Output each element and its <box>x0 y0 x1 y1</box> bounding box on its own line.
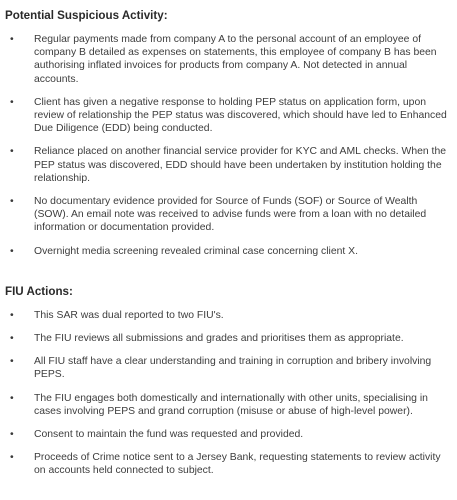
bullet-icon: • <box>10 245 14 257</box>
fiu-actions-heading: FIU Actions: <box>5 284 73 298</box>
bullet-icon: • <box>10 309 14 321</box>
bullet-icon: • <box>10 146 14 158</box>
list-item-text: All FIU staff have a clear understanding and training in corruption and bribery involving PEPS. <box>34 356 432 381</box>
bullet-icon: • <box>10 392 14 404</box>
list-item-text: Consent to maintain the fund was requested and provided. <box>34 429 304 441</box>
bullet-icon: • <box>10 96 14 108</box>
bullet-icon: • <box>10 356 14 368</box>
list-item <box>5 332 447 345</box>
list-item-text: Proceeds of Crime notice sent to a Jersey Bank, requesting statements to review activity on accounts held connected to subject. <box>34 452 441 477</box>
bullet-icon: • <box>10 452 14 464</box>
suspicious-activity-list <box>5 33 447 258</box>
list-item <box>5 245 447 258</box>
bullet-icon: • <box>10 34 14 45</box>
list-item <box>5 33 447 86</box>
list-item-text: This SAR was dual reported to two FIU's. <box>34 309 224 321</box>
list-item <box>5 392 447 418</box>
bullet-icon: • <box>10 429 14 441</box>
list-item <box>5 195 447 235</box>
list-item-text: The FIU engages both domestically and internationally with other units, specialising in cases involving PEPS and grand corruption (misuse or abuse of high-level power). <box>34 392 428 417</box>
list-item <box>5 96 447 136</box>
list-item-text: Client has given a negative response to holding PEP status on application form, upon review of relationship the PEP status was discovered, which should have led to Enhanced Due Diligence (EDD) being conducted. <box>34 96 447 135</box>
list-item <box>5 355 447 381</box>
list-item-text: Reliance placed on another financial service provider for KYC and AML checks. When the PEP status was discovered, EDD should have been undertaken by institution holding the relationship. <box>34 146 446 184</box>
list-item <box>5 451 447 477</box>
bullet-icon: • <box>10 196 14 208</box>
list-item-text: Regular payments made from company A to the personal account of an employee of company B detailed as expenses on statements, this employee of company B has been authorising inflated invoices for products from company A. Not detected in annual accounts. <box>34 34 437 85</box>
fiu-actions-list <box>5 309 447 478</box>
list-item <box>5 428 447 441</box>
list-item-text: No documentary evidence provided for Source of Funds (SOF) or Source of Wealth (SOW). An email note was received to advise funds were from a loan with no detailed information or documentation provided. <box>34 196 427 234</box>
list-item <box>5 309 447 322</box>
list-item <box>5 145 447 185</box>
suspicious-activity-heading: Potential Suspicious Activity: <box>5 9 168 22</box>
list-item-text: Overnight media screening revealed criminal case concerning client X. <box>34 245 359 257</box>
bullet-icon: • <box>10 333 14 345</box>
list-item-text: The FIU reviews all submissions and grades and prioritises them as appropriate. <box>34 333 404 345</box>
